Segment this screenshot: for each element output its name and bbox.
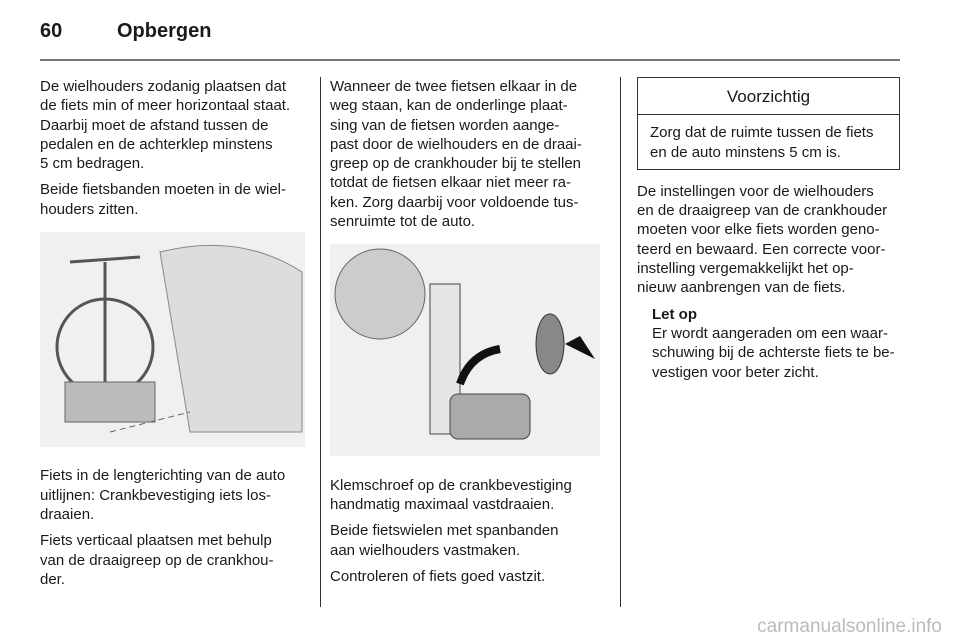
caution-box [637, 77, 900, 170]
header-rule [40, 59, 900, 61]
note-title: Let op [652, 305, 697, 323]
paragraph: Beide fietsbanden moeten in de wiel- houders zitten. [40, 181, 286, 218]
note-body: Er wordt aangeraden om een waar- schuwing bij de achterste fiets te be- vestigen voor beter zicht. [652, 324, 895, 381]
crank-clamp-illustration [330, 244, 600, 456]
column-3 [637, 77, 900, 389]
caution-title: Voorzichtig [638, 78, 899, 115]
column-divider [620, 77, 621, 607]
paragraph: De wielhouders zodanig plaatsen dat de fiets min of meer horizontaal staat. Daarbij moet de afstand tussen de pedalen en de achterklep minstens 5 cm bedragen. [40, 78, 291, 173]
paragraph: Fiets verticaal plaatsen met behulp van de draaigreep op de crankhou- der. [40, 532, 274, 588]
paragraph: Wanneer de twee fietsen elkaar in de weg staan, kan de onderlinge plaat- sing van de fietsen worden aange- past door de wielhouders en de draai- greep op de crankhouder bij te stellen totdat de fietsen elkaar niet meer ra- ken. Zorg daarbij voor voldoende tus- senruimte tot de auto. [330, 78, 582, 231]
page-title: Opbergen [117, 20, 212, 42]
paragraph: Klemschroef op de crankbevestiging handmatig maximaal vastdraaien. [330, 476, 572, 513]
paragraph: Fiets in de lengterichting van de auto uitlijnen: Crankbevestiging iets los- draaien. [40, 467, 286, 523]
caution-body: Zorg dat de ruimte tussen de fiets en de auto minstens 5 cm is. [650, 124, 874, 161]
column-2 [330, 77, 602, 593]
note [637, 305, 900, 382]
paragraph: Beide fietswielen met spanbanden aan wielhouders vastmaken. [330, 522, 559, 559]
bike-carrier-illustration [40, 232, 305, 447]
paragraph: Controleren of fiets goed vastzit. [330, 567, 546, 585]
column-divider [320, 77, 321, 607]
watermark: carmanualsonline.info [757, 616, 942, 637]
column-1 [40, 77, 312, 596]
page-number: 60 [40, 20, 63, 42]
paragraph: De instellingen voor de wielhouders en de draaigreep van de crankhouder moeten voor elke fiets worden geno- teerd en bewaard. Een correcte voor- instelling vergemakkelijkt het op- nieuw aanbrengen van de fiets. [637, 182, 888, 297]
